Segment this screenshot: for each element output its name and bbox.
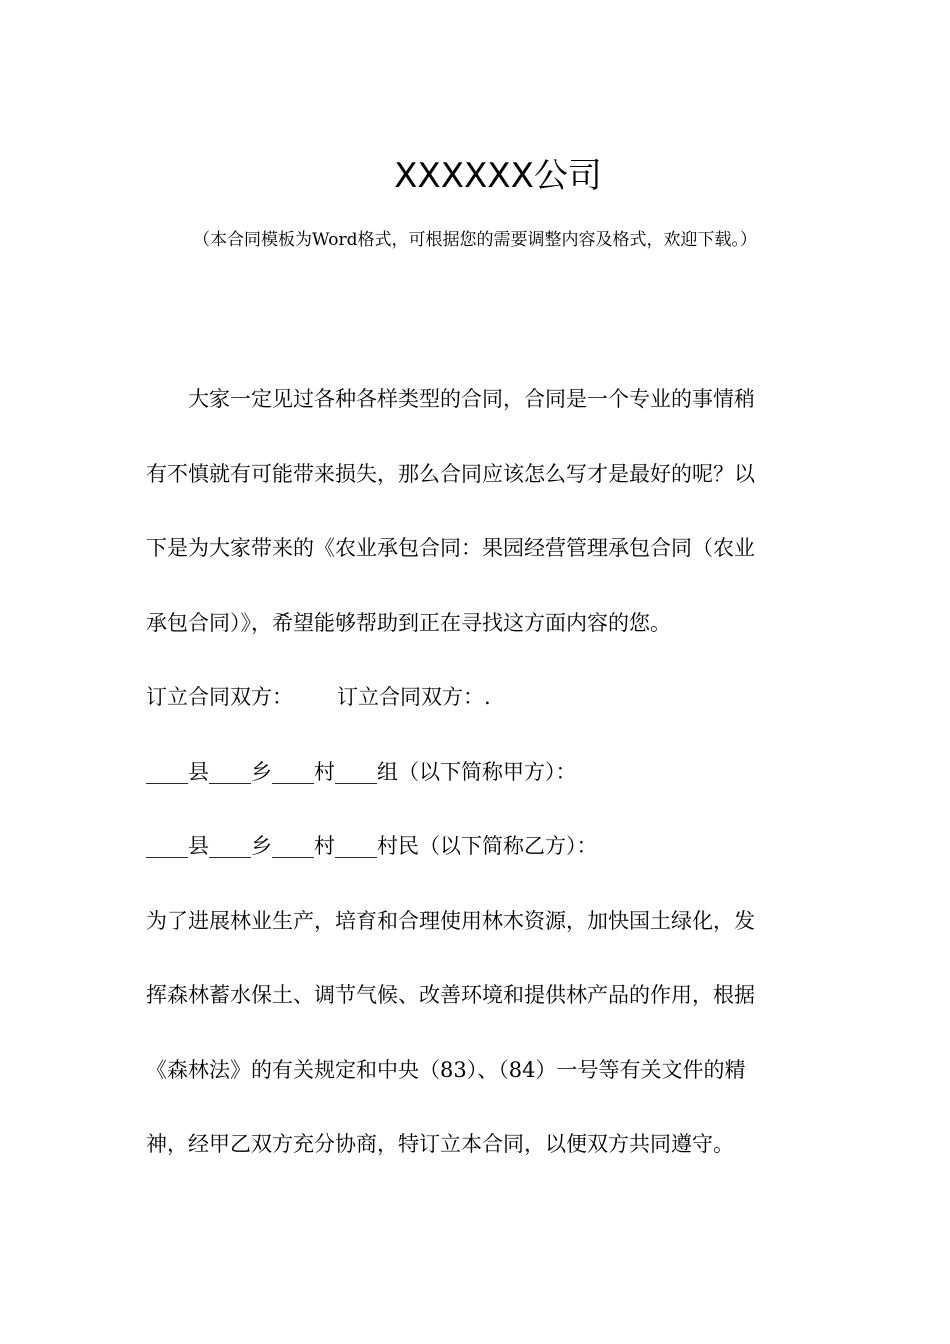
purpose-line: 为了进展林业生产，培育和合理使用林木资源，加快国土绿化，发 <box>146 908 755 933</box>
intro-line: 下是为大家带来的《农业承包合同：果园经营管理承包合同（农业 <box>146 536 755 560</box>
purpose-line: 《森林法》的有关规定和中央（83）、（84）一号等有关文件的精 <box>146 1057 746 1082</box>
purpose-line: 挥森林蓄水保土、调节气候、改善环境和提供林产品的作用，根据 <box>146 983 755 1007</box>
purpose-line: 神，经甲乙双方充分协商，特订立本合同，以便双方共同遵守。 <box>146 1132 734 1156</box>
party-a-line: ____县____乡____村____组（以下简称甲方）： <box>146 759 577 784</box>
parties-label-b: 订立合同双方：. <box>337 685 491 709</box>
document-body <box>146 362 806 1182</box>
party-b-line: ____县____乡____村____村民（以下简称乙方）： <box>146 834 598 858</box>
document-subtitle: （本合同模板为Word格式，可根据您的需要调整内容及格式，欢迎下载。） <box>192 230 758 250</box>
intro-line: 大家一定见过各种各样类型的合同，合同是一个专业的事情稍 <box>188 387 755 411</box>
parties-line <box>146 660 806 735</box>
intro-line: 承包合同）》，希望能够帮助到正在寻找这方面内容的您。 <box>146 610 671 635</box>
intro-line: 有不慎就有可能带来损失，那么合同应该怎么写才是最好的呢？以 <box>146 461 755 486</box>
document-title: XXXXXX公司 <box>394 156 602 196</box>
parties-label-a: 订立合同双方： <box>146 685 293 709</box>
